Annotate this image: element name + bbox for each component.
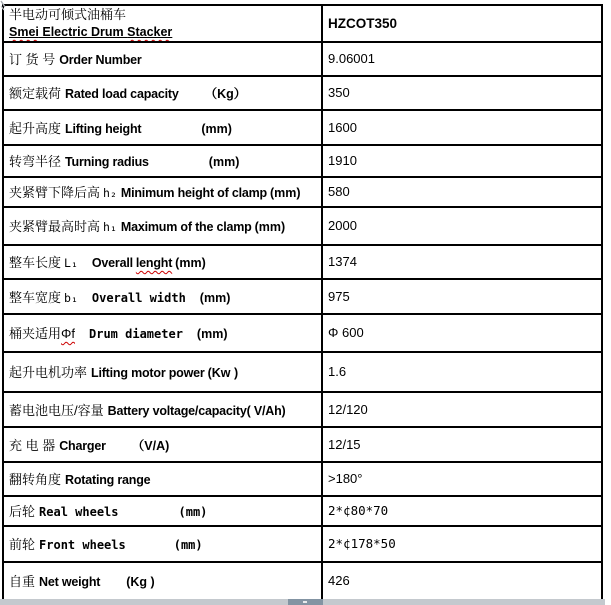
spec-value: 2*¢178*50 xyxy=(322,526,602,562)
spec-value: 426 xyxy=(322,562,602,600)
spec-value: 2000 xyxy=(322,207,602,245)
spec-row-min-clamp-height xyxy=(3,177,602,207)
spec-row-front-wheels xyxy=(3,526,602,562)
spec-label: 桶夹适用Φf Drum diameter (mm) xyxy=(3,314,322,352)
spec-value: 350 xyxy=(322,76,602,110)
horizontal-scrollbar-track[interactable] xyxy=(0,599,605,605)
product-title-cn: 半电动可倾式油桶车 xyxy=(9,7,127,22)
spec-label: 夹紧臂最高时高 h₁ Maximum of the clamp (mm) xyxy=(3,207,322,245)
spec-label: 额定载荷 Rated load capacity （Kg） xyxy=(3,76,322,110)
spec-value: >180° xyxy=(322,462,602,496)
spec-row-rotating-range xyxy=(3,462,602,496)
spec-row-rated-load xyxy=(3,76,602,110)
model-cell xyxy=(322,5,602,42)
subscript-variable: h₁ xyxy=(103,220,117,234)
scrollbar-grip-dot xyxy=(303,601,307,603)
spec-value: 12/15 xyxy=(322,427,602,462)
spec-value: 1.6 xyxy=(322,352,602,392)
subscript-variable: L₁ xyxy=(64,256,78,270)
spec-label: 整车长度 L₁ Overall lenght (mm) xyxy=(3,245,322,279)
spec-row-order-number xyxy=(3,42,602,76)
spec-value: 2*¢80*70 xyxy=(322,496,602,526)
subscript-variable: b₁ xyxy=(64,290,78,305)
spec-value: 1374 xyxy=(322,245,602,279)
header-row xyxy=(3,5,602,42)
spec-label: 充 电 器 Charger （V/A) xyxy=(3,427,322,462)
spec-label: 起升电机功率 Lifting motor power (Kw ) xyxy=(3,352,322,392)
spec-row-net-weight xyxy=(3,562,602,600)
spec-value: 1600 xyxy=(322,110,602,145)
spec-row-overall-length xyxy=(3,245,602,279)
spec-row-charger xyxy=(3,427,602,462)
horizontal-scrollbar-thumb[interactable] xyxy=(288,599,323,605)
corner-artifact xyxy=(0,0,10,12)
subscript-variable: h₂ xyxy=(103,186,117,200)
spec-row-drum-diameter xyxy=(3,314,602,352)
spec-row-max-clamp-height xyxy=(3,207,602,245)
spec-label: 夹紧臂下降后高 h₂ Minimum height of clamp (mm) xyxy=(3,177,322,207)
spec-label: 整车宽度 b₁ Overall width (mm) xyxy=(3,279,322,314)
spec-label: 起升高度 Lifting height (mm) xyxy=(3,110,322,145)
spec-row-rear-wheels xyxy=(3,496,602,526)
spec-row-overall-width xyxy=(3,279,602,314)
spec-value: 580 xyxy=(322,177,602,207)
spec-value: 12/120 xyxy=(322,392,602,427)
spellcheck-flagged-text: Φf xyxy=(61,326,75,341)
product-title-en xyxy=(9,24,172,40)
spec-value: 975 xyxy=(322,279,602,314)
spec-label: 后轮 Real wheels (mm) xyxy=(3,496,322,526)
spec-label: 自重 Net weight (Kg ) xyxy=(3,562,322,600)
spec-label: 转弯半径 Turning radius (mm) xyxy=(3,145,322,177)
spec-value: 1910 xyxy=(322,145,602,177)
title-en-part1: Smei xyxy=(9,25,39,39)
spec-row-turning-radius xyxy=(3,145,602,177)
spec-value: 9.06001 xyxy=(322,42,602,76)
product-title-cell xyxy=(3,5,322,42)
model-number: HZCOT350 xyxy=(328,15,398,31)
title-en-part2: Electric Drum xyxy=(38,25,128,39)
spec-label: 前轮 Front wheels (mm) xyxy=(3,526,322,562)
spec-value: Φ 600 xyxy=(322,314,602,352)
spec-row-battery xyxy=(3,392,602,427)
title-en-part3: Stacker xyxy=(127,25,173,39)
spec-table-wrap xyxy=(2,4,601,598)
spec-row-lifting-height xyxy=(3,110,602,145)
spec-label: 蓄电池电压/容量 Battery voltage/capacity( V/Ah) xyxy=(3,392,322,427)
spec-label: 翻转角度 Rotating range xyxy=(3,462,322,496)
spec-table xyxy=(2,4,603,601)
spec-label: 订 货 号 Order Number xyxy=(3,42,322,76)
spec-row-lifting-motor-power xyxy=(3,352,602,392)
